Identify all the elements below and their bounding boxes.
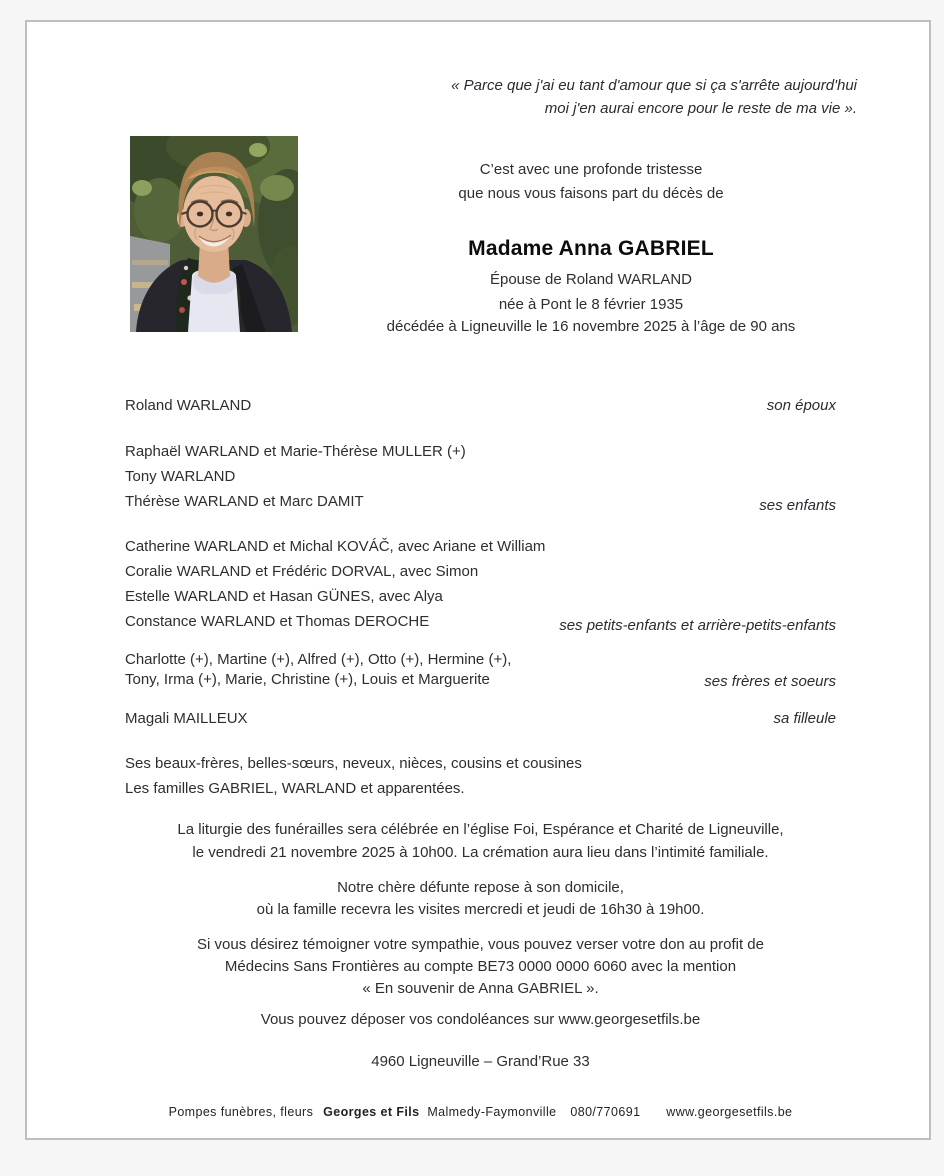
footer-phone: 080/770691 <box>570 1105 641 1119</box>
condolences-line: Vous pouvez déposer vos condoléances sur www.georgesetfils.be <box>260 1011 701 1028</box>
deceased-name: Madame Anna GABRIEL <box>468 237 714 260</box>
portrait-photo <box>130 136 298 332</box>
grandchild-row: Catherine WARLAND et Michal KOVÁČ, avec Ariane et William <box>125 538 546 555</box>
repose-paragraph <box>125 877 836 921</box>
memorial-quote <box>27 74 857 120</box>
repose-line-2: où la famille recevra les visites mercredi et jeudi de 16h30 à 19h00. <box>256 901 705 918</box>
death-line: décédée à Ligneuville le 16 novembre 2025 à l’âge de 90 ans <box>386 318 796 335</box>
child-row: Thérèse WARLAND et Marc DAMIT <box>125 493 364 510</box>
child-row: Tony WARLAND <box>125 468 236 485</box>
family-group-children <box>125 439 836 514</box>
intro-line-2: que nous vous faisons part du décès de <box>458 185 724 202</box>
donation-line-1: Si vous désirez témoigner votre sympathie, vous pouvez verser votre don au profit de <box>197 936 764 953</box>
families-line: Les familles GABRIEL, WARLAND et apparentées. <box>125 780 465 797</box>
family-group-siblings <box>125 650 836 690</box>
grandchildren-role: ses petits-enfants et arrière-petits-enfants <box>559 617 836 634</box>
liturgy-paragraph <box>125 818 836 864</box>
goddaughter-name: Magali MAILLEUX <box>125 710 248 727</box>
footer-company-name: Georges et Fils <box>323 1105 420 1119</box>
family-group-grandchildren <box>125 534 836 634</box>
intro-line-1: C’est avec une profonde tristesse <box>479 161 703 178</box>
spouse-role: son époux <box>766 397 836 414</box>
grandchild-row: Coralie WARLAND et Frédéric DORVAL, avec Simon <box>125 563 479 580</box>
footer-website: www.georgesetfils.be <box>666 1105 793 1119</box>
sibling-row: Tony, Irma (+), Marie, Christine (+), Louis et Marguerite <box>125 671 490 688</box>
goddaughter-role: sa filleule <box>773 710 836 727</box>
obituary-page <box>25 20 931 1140</box>
grandchild-row: Estelle WARLAND et Hasan GÜNES, avec Alya <box>125 588 443 605</box>
extended-family-block <box>125 751 836 801</box>
spouse-of-line: Épouse de Roland WARLAND <box>489 271 693 288</box>
liturgy-line-1: La liturgie des funérailles sera célébrée en l’église Foi, Espérance et Charité de Ligneuville, <box>177 821 784 838</box>
family-row-goddaughter <box>125 707 836 731</box>
child-row: Raphaël WARLAND et Marie-Thérèse MULLER (+) <box>125 443 466 460</box>
birth-line: née à Pont le 8 février 1935 <box>498 296 684 313</box>
grandchild-row: Constance WARLAND et Thomas DEROCHE <box>125 613 430 630</box>
siblings-role: ses frères et soeurs <box>704 673 836 690</box>
family-and-ceremony-content <box>27 394 929 1123</box>
death-announcement <box>275 158 907 338</box>
footer-prefix: Pompes funèbres, fleurs <box>168 1105 314 1119</box>
extended-family-line: Ses beaux-frères, belles-sœurs, neveux, nièces, cousins et cousines <box>125 755 582 772</box>
quote-line-2: moi j'en aurai encore pour le reste de ma vie ». <box>544 100 857 117</box>
quote-line-1: « Parce que j'ai eu tant d'amour que si ça s'arrête aujourd'hui <box>451 77 857 94</box>
address-line: 4960 Ligneuville – Grand’Rue 33 <box>371 1053 590 1070</box>
repose-line-1: Notre chère défunte repose à son domicile, <box>337 879 624 896</box>
liturgy-line-2: le vendredi 21 novembre 2025 à 10h00. La crémation aura lieu dans l’intimité familiale. <box>192 844 769 861</box>
donation-paragraph <box>125 934 836 1000</box>
donation-line-2: Médecins Sans Frontières au compte BE73 0000 0000 6060 avec la mention <box>224 958 737 975</box>
footer-location: Malmedy-Faymonville <box>427 1105 557 1119</box>
sibling-row: Charlotte (+), Martine (+), Alfred (+), Otto (+), Hermine (+), <box>125 651 512 668</box>
spouse-name: Roland WARLAND <box>125 397 252 414</box>
family-row-spouse <box>125 394 836 418</box>
funeral-home-footer <box>125 1101 836 1123</box>
donation-line-3: « En souvenir de Anna GABRIEL ». <box>362 980 599 997</box>
children-role: ses enfants <box>759 497 836 514</box>
